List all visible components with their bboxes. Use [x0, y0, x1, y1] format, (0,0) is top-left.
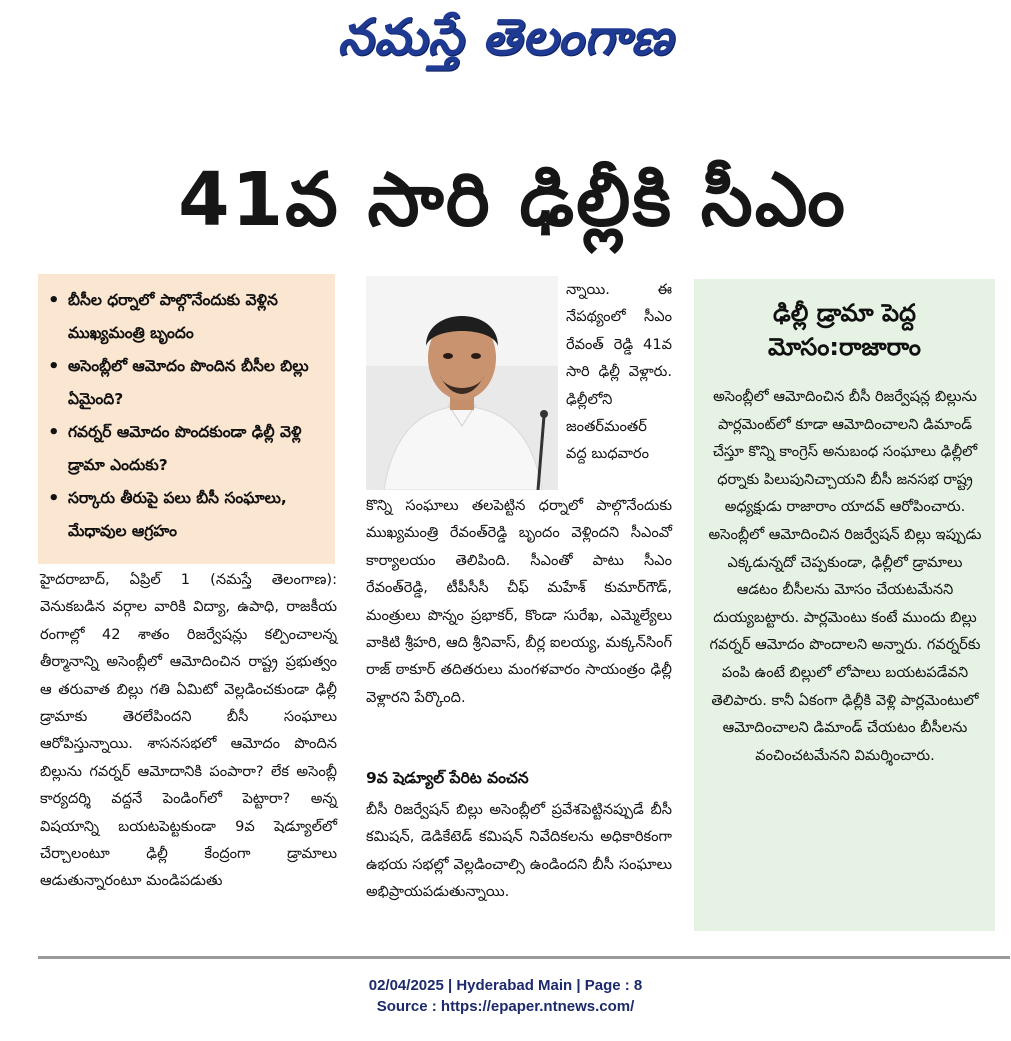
edition-info: 02/04/2025 | Hyderabad Main | Page : 8 [368, 977, 643, 994]
article-column-2-bottom: బీసీ రిజర్వేషన్ బిల్లు అసెంబ్లీలో ప్రవేశపెట్టినప్పుడే బీసీ కమిషన్, డెడికేటెడ్ కమిషన్ నివేదికలను అధికారికంగా ఉభయ సభల్లో వెల్లడించాల్సి ఉండిందని బీసీ సంఘాలు అభిప్రాయపడుతున్నాయి. [366, 801, 672, 901]
highlight-item [46, 416, 329, 482]
sidebar-title [694, 279, 995, 364]
sidebar-box [694, 279, 995, 931]
article-column-1: హైదరాబాద్, ఏప్రిల్ 1 (నమస్తే తెలంగాణ): వెనుకబడిన వర్గాల వారికి విద్యా, ఉపాధి, రాజకీయ రంగాల్లో 42 శాతం రిజర్వేషన్లు కల్పించాలన్న తీర్మానాన్ని అసెంబ్లీలో ఆమోదించిన రాష్ట్ర ప్రభుత్వం ఆ తరువాత బిల్లు గతి ఏమిటో వెల్లడించకుండా ఢిల్లీ డ్రామాకు తెరలేపిందని బీసీ సంఘాలు ఆరోపిస్తున్నాయి. శాసనసభలో ఆమోదం పొందిన బిల్లును గవర్నర్ ఆమోదానికి పంపారా? లేక అసెంబ్లీ కార్యదర్శి వద్దనే పెండింగ్‌లో పెట్టారా? అన్న విషయాన్ని బయటపెట్టకుండా 9వ షెడ్యూల్‌లో చేర్చాలంటూ ఢిల్లీ కేంద్రంగా డ్రామాలు ఆడుతున్నారంటూ మండిపడుతు [40, 571, 337, 890]
bullet-icon: • [48, 422, 60, 443]
source-link[interactable]: Source : https://epaper.ntnews.com/ [376, 998, 635, 1015]
cm-photo [366, 276, 558, 490]
sidebar-title-line: మోసం:రాజారాం [768, 333, 921, 361]
highlight-item [46, 284, 329, 350]
headline: 41వ సారి ఢిల్లీకి సీఎం [178, 157, 847, 243]
divider-line [38, 956, 1010, 959]
highlight-text: గవర్నర్ ఆమోదం పొందకుండా ఢిల్లీ వెళ్లి డ్రామా ఎందుకు? [68, 423, 302, 474]
highlight-text: బీసీల ధర్నాలో పాల్గొనేందుకు వెళ్లిన ముఖ్యమంత్రి బృందం [68, 291, 278, 342]
highlight-text: అసెంబ్లీలో ఆమోదం పొందిన బీసీల బిల్లు ఏమైంది? [68, 357, 309, 408]
bullet-icon: • [48, 488, 60, 509]
sidebar-text: అసెంబ్లీలో ఆమోదించిన బీసీ రిజర్వేషన్ల బిల్లును పార్లమెంట్‌లో కూడా ఆమోదించాలని డిమాండ్ చేస్తూ కొన్ని కాంగ్రెస్ అనుబంధ సంఘాలు ఢిల్లీలో ధర్నాకు పిలుపునిచ్చాయని బీసీ జనసభ రాష్ట్ర అధ్యక్షుడు రాజారాం యాదవ్ ఆరోపించారు. అసెంబ్లీలో ఆమోదించిన రిజర్వేషన్ బిల్లు ఇప్పుడు ఎక్కడున్నదో చెప్పకుండా, ఢిల్లీలో డ్రామాలు ఆడటం బీసీలను మోసం చేయటమేనని దుయ్యబట్టారు. పార్లమెంటు కంటే ముందు బిల్లు గవర్నర్ ఆమోదం పొందాలని అన్నారు. గవర్నర్‌కు పంపి ఉంటే బిల్లులో లోపాలు బయటపడేవని తెలిపారు. కానీ ఏకంగా ఢిల్లీకి వెళ్లి పార్లమెంటులో ఆమోదించాలని డిమాండ్ చేయటం బీసీలను వంచించటమేనని విమర్శించారు. [708, 388, 982, 764]
newspaper-logo: నమస్తే తెలంగాణ [337, 8, 674, 66]
masthead [0, 2, 1011, 74]
highlight-item [46, 350, 329, 416]
highlight-item [46, 482, 329, 548]
article-column-2: కొన్ని సంఘాలు తలపెట్టిన ధర్నాలో పాల్గొనేందుకు ముఖ్యమంత్రి రేవంత్‌రెడ్డి బృందం వెళ్లిందని సీఎంవో కార్యాలయం తెలిపింది. సీఎంతో పాటు సీఎం రేవంత్‌రెడ్డి, టీపీసీసీ చీఫ్ మహేశ్ కుమార్‌గౌడ్, మంత్రులు పొన్నం ప్రభాకర్, కొండా సురేఖ, ఎమ్మెల్యేలు వాకిటి శ్రీహరి, ఆది శ్రీనివాస్, బీర్ల ఐలయ్య, మక్కన్‌సింగ్ రాజ్ ఠాకూర్ తదితరులు మంగళవారం సాయంత్రం ఢిల్లీ వెళ్లారని పేర్కొంది. [366, 497, 672, 706]
article-subheading: 9వ షెడ్యూల్ పేరిట వంచన [366, 769, 529, 787]
portrait-image [366, 276, 558, 490]
article-column-2-top: న్నాయి. ఈ నేపథ్యంలో సీఎం రేవంత్ రెడ్డి 41వ సారి ఢిల్లీ వెళ్లారు. ఢిల్లీలోని జంతర్‌మంతర్ వద్ద బుధవారం [566, 281, 672, 463]
sidebar-title-line: ఢిల్లీ డ్రామా పెద్ద [773, 299, 916, 327]
footer [0, 975, 1011, 1017]
bullet-icon: • [48, 356, 60, 377]
highlight-text: సర్కారు తీరుపై పలు బీసీ సంఘాలు, మేధావుల ఆగ్రహం [68, 489, 287, 540]
highlights-box [38, 274, 335, 564]
bullet-icon: • [48, 290, 60, 311]
